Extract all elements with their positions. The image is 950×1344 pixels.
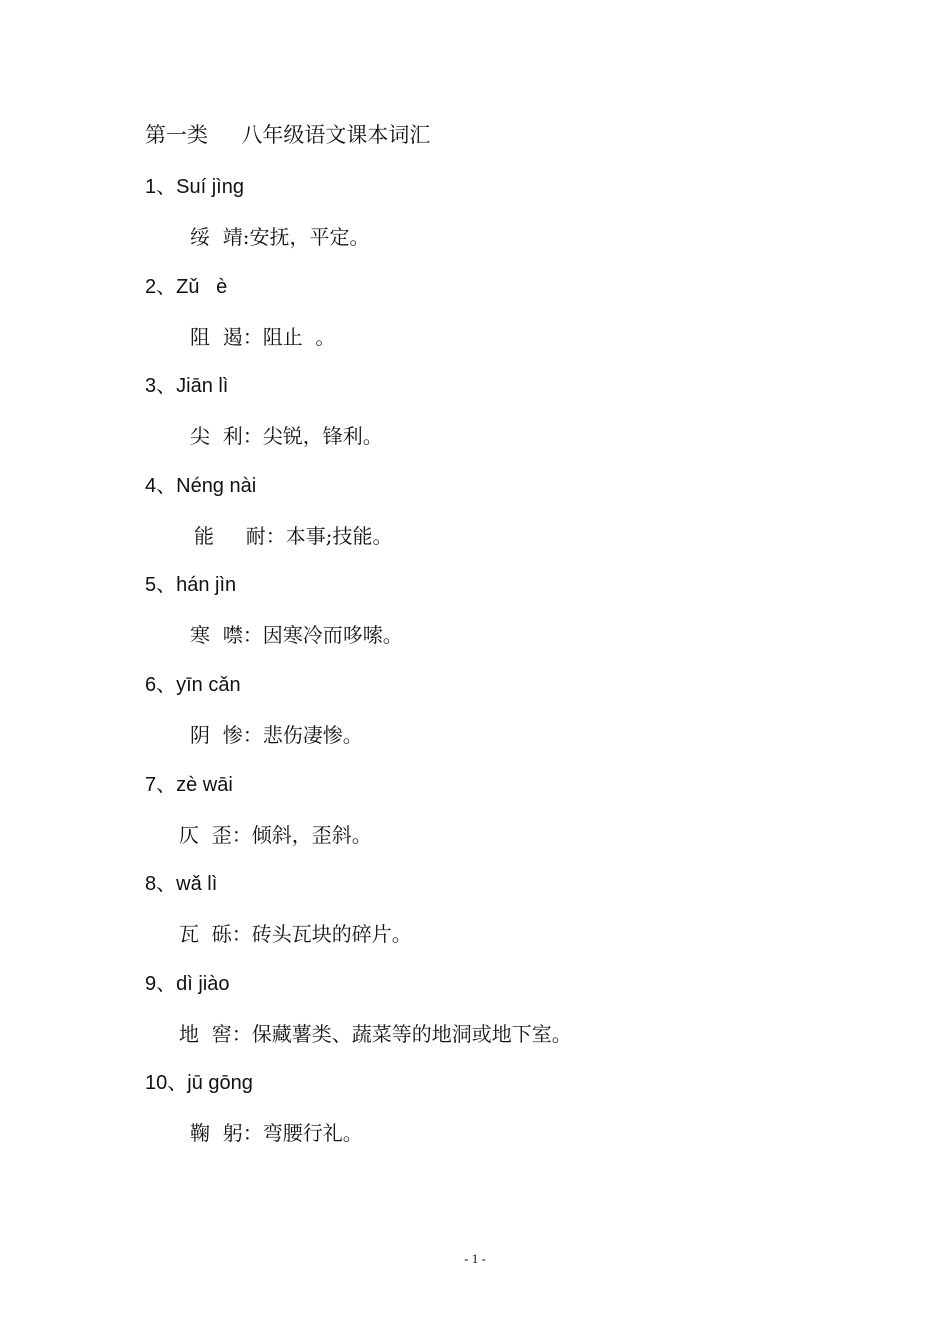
vocab-entry — [0, 1068, 950, 1168]
vocabulary-list — [0, 172, 950, 1168]
vocab-entry — [0, 272, 950, 372]
entry-definition: 能 耐：本事;技能。 — [194, 523, 393, 548]
entry-pinyin: 3、Jiān lì — [145, 375, 229, 398]
entry-pinyin: 6、yīn cǎn — [145, 673, 241, 696]
entry-pinyin: 4、Néng nài — [145, 474, 257, 497]
entry-definition: 绥 靖:安抚，平定。 — [190, 225, 370, 249]
vocab-entry — [0, 670, 950, 770]
entry-definition: 地 窖：保藏薯类、蔬菜等的地洞或地下室。 — [179, 1021, 572, 1046]
vocab-entry — [0, 869, 950, 969]
vocab-entry — [0, 172, 950, 272]
entry-pinyin: 5、hán jìn — [145, 574, 237, 597]
entry-pinyin: 9、dì jiào — [145, 972, 230, 995]
vocab-entry — [0, 770, 950, 870]
vocab-entry — [0, 570, 950, 670]
entry-pinyin: 10、jū gōng — [145, 1072, 253, 1095]
page-number: - 1 - — [464, 1251, 486, 1266]
entry-pinyin: 8、wǎ lì — [145, 873, 218, 896]
vocab-entry — [0, 371, 950, 471]
vocab-entry — [0, 969, 950, 1069]
entry-pinyin: 2、Zǔ è — [145, 275, 228, 298]
entry-definition: 鞠 躬：弯腰行礼。 — [190, 1121, 363, 1146]
entry-definition: 瓦 砾：砖头瓦块的碎片。 — [179, 922, 412, 947]
entry-definition: 仄 歪：倾斜，歪斜。 — [179, 822, 372, 847]
entry-pinyin: 7、zè wāi — [145, 773, 233, 796]
entry-pinyin: 1、Suí jìng — [145, 176, 244, 198]
entry-definition: 尖 利：尖锐，锋利。 — [190, 424, 383, 449]
entry-definition: 阻 遏：阻止 。 — [190, 324, 336, 349]
entry-definition: 寒 噤：因寒冷而哆嗦。 — [190, 623, 403, 648]
section-title: 第一类 八年级语文课本词汇 — [145, 123, 431, 147]
entry-definition: 阴 惨：悲伤凄惨。 — [190, 722, 363, 747]
vocab-entry — [0, 471, 950, 571]
